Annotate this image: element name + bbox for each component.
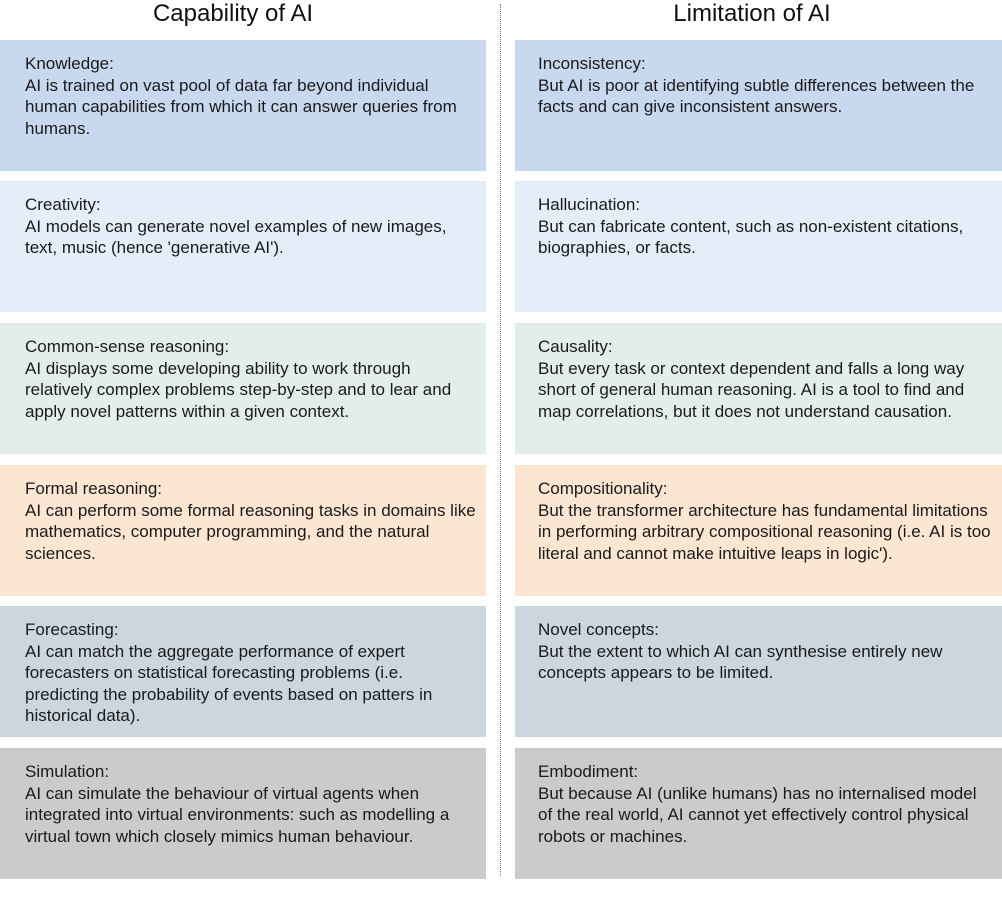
card-heading: Formal reasoning: (25, 479, 163, 498)
card-text: But the transformer architecture has fundamental limitations in performing arbitrary compositional reasoning (i.e. AI is too literal and cannot make intuitive leaps in logic'). (538, 500, 991, 563)
card-heading: Simulation: (25, 762, 110, 781)
card-text: AI is trained on vast pool of data far beyond individual human capabilities from which it can answer queries from humans. (25, 75, 457, 138)
card-heading: Embodiment: (538, 762, 639, 781)
card-text: But the extent to which AI can synthesise entirely new concepts appears to be limited. (538, 641, 943, 683)
card-text: But every task or context dependent and falls a long way short of general human reasoning. AI is a tool to find and map correlations, but it does not understand causation. (538, 358, 965, 421)
card-heading: Forecasting: (25, 620, 119, 639)
limitation-card-inconsistency (515, 40, 1002, 171)
card-text: AI can match the aggregate performance of expert forecasters on statistical forecasting problems (i.e. predicting the probability of events based on patters in historical data). (25, 641, 433, 726)
card-heading: Creativity: (25, 195, 101, 214)
card-text: AI models can generate novel examples of new images, text, music (hence 'generative AI'). (25, 216, 447, 258)
column-divider (500, 4, 501, 876)
card-heading: Causality: (538, 337, 613, 356)
card-text: But AI is poor at identifying subtle differences between the facts and can give inconsistent answers. (538, 75, 975, 117)
capability-card-creativity (0, 181, 486, 312)
card-text: AI displays some developing ability to work through relatively complex problems step-by-step and to lear and apply novel patterns within a given context. (25, 358, 452, 421)
limitation-card-compositionality (515, 465, 1002, 596)
capability-card-forecasting (0, 606, 486, 737)
card-heading: Novel concepts: (538, 620, 659, 639)
limitation-card-novel-concepts (515, 606, 1002, 737)
limitation-card-causality (515, 323, 1002, 454)
limitation-column-title: Limitation of AI (673, 0, 831, 27)
limitation-card-embodiment (515, 748, 1002, 879)
capability-card-formal-reasoning (0, 465, 486, 596)
card-heading: Compositionality: (538, 479, 668, 498)
card-text: AI can perform some formal reasoning tasks in domains like mathematics, computer programming, and the natural sciences. (25, 500, 476, 563)
card-text: AI can simulate the behaviour of virtual agents when integrated into virtual environments: such as modelling a virtual town which closely mimics human behaviour. (25, 783, 450, 846)
card-text: But because AI (unlike humans) has no internalised model of the real world, AI cannot yet effectively control physical robots or machines. (538, 783, 977, 846)
capability-card-simulation (0, 748, 486, 879)
card-heading: Knowledge: (25, 54, 114, 73)
card-text: But can fabricate content, such as non-existent citations, biographies, or facts. (538, 216, 964, 258)
card-heading: Common-sense reasoning: (25, 337, 230, 356)
capability-card-knowledge (0, 40, 486, 171)
limitation-card-hallucination (515, 181, 1002, 312)
capability-card-common-sense-reasoning (0, 323, 486, 454)
capability-column-title: Capability of AI (152, 0, 314, 27)
card-heading: Hallucination: (538, 195, 641, 214)
card-heading: Inconsistency: (538, 54, 646, 73)
